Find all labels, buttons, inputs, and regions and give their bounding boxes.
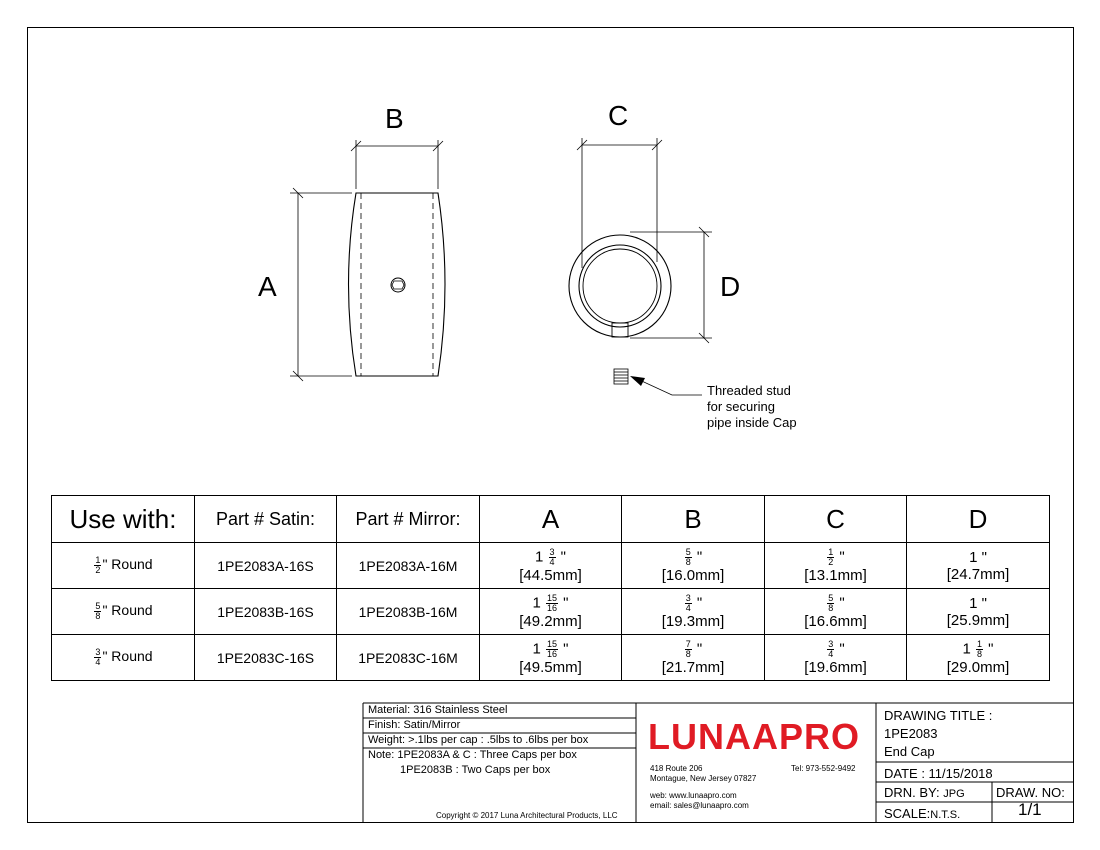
fraction: $\frac{1}{2}$ bbox=[95, 555, 101, 575]
address-line-2: Montague, New Jersey 07827 bbox=[650, 774, 757, 783]
finish-text: Finish: Satin/Mirror bbox=[368, 719, 461, 731]
part-mirror-cell: 1PE2083C-16M bbox=[337, 635, 480, 681]
drawn-by-field: DRN. BY: JPG bbox=[884, 785, 965, 800]
material-text: Material: 316 Stainless Steel bbox=[368, 704, 508, 716]
email-text: email: sales@lunaapro.com bbox=[650, 801, 749, 810]
lunaapro-logo: LUNAAPRO bbox=[648, 716, 860, 757]
web-text: web: www.lunaapro.com bbox=[650, 791, 737, 800]
scale-field: SCALE:N.T.S. bbox=[884, 806, 961, 821]
use-with-cell: $\frac{3}{4}$ " Round bbox=[52, 635, 195, 681]
draw-no-value: 1/1 bbox=[1018, 800, 1042, 819]
draw-no-label: DRAW. NO: bbox=[996, 785, 1065, 800]
weight-text: Weight: >.1lbs per cap : .5lbs to .6lbs per box bbox=[368, 734, 589, 746]
dim-b-cell: $\frac{5}{8}$ " [16.0mm] bbox=[622, 543, 765, 589]
dimension-a-label: A bbox=[258, 271, 277, 302]
use-with-cell: $\frac{5}{8}$ " Round bbox=[52, 589, 195, 635]
dim-c-cell: $\frac{3}{4}$ " [19.6mm] bbox=[765, 635, 907, 681]
dim-c-cell: $\frac{5}{8}$ " [16.6mm] bbox=[765, 589, 907, 635]
callout-line-3: pipe inside Cap bbox=[707, 415, 797, 430]
part-satin-cell: 1PE2083A-16S bbox=[195, 543, 337, 589]
dim-d-cell: 1 " [24.7mm] bbox=[907, 543, 1050, 589]
dim-b-cell: $\frac{7}{8}$ " [21.7mm] bbox=[622, 635, 765, 681]
dim-a-cell: 1 $\frac{15}{16}$ " [49.5mm] bbox=[480, 635, 622, 681]
part-mirror-cell: 1PE2083A-16M bbox=[337, 543, 480, 589]
note-line-2: 1PE2083B : Two Caps per box bbox=[400, 764, 551, 776]
fraction: $\frac{5}{8}$ bbox=[95, 601, 101, 621]
part-number-text: 1PE2083 bbox=[884, 726, 938, 741]
dim-a-cell: 1 $\frac{15}{16}$ " [49.2mm] bbox=[480, 589, 622, 635]
header-part-satin: Part # Satin: bbox=[195, 496, 337, 543]
drawing-title-label: DRAWING TITLE : bbox=[884, 708, 993, 723]
dim-b-cell: $\frac{3}{4}$ " [19.3mm] bbox=[622, 589, 765, 635]
header-dim-c: C bbox=[765, 496, 907, 543]
date-text: DATE : 11/15/2018 bbox=[884, 766, 993, 781]
address-line-1: 418 Route 206 bbox=[650, 764, 703, 773]
part-name-text: End Cap bbox=[884, 744, 935, 759]
header-part-mirror: Part # Mirror: bbox=[337, 496, 480, 543]
phone-text: Tel: 973-552-9492 bbox=[791, 764, 856, 773]
callout-line-1: Threaded stud bbox=[707, 383, 791, 398]
dim-d-cell: 1 " [25.9mm] bbox=[907, 589, 1050, 635]
fraction: $\frac{3}{4}$ bbox=[95, 647, 101, 667]
callout-line-2: for securing bbox=[707, 399, 775, 414]
dimension-c-label: C bbox=[608, 100, 629, 131]
dim-a-cell: 1 $\frac{3}{4}$ " [44.5mm] bbox=[480, 543, 622, 589]
dim-d-cell: 1 $\frac{1}{8}$ " [29.0mm] bbox=[907, 635, 1050, 681]
part-mirror-cell: 1PE2083B-16M bbox=[337, 589, 480, 635]
header-dim-d: D bbox=[907, 496, 1050, 543]
note-line-1: Note: 1PE2083A & C : Three Caps per box bbox=[368, 749, 577, 761]
part-satin-cell: 1PE2083C-16S bbox=[195, 635, 337, 681]
dim-c-cell: $\frac{1}{2}$ " [13.1mm] bbox=[765, 543, 907, 589]
dimension-d-label: D bbox=[720, 271, 741, 302]
header-dim-a: A bbox=[480, 496, 622, 543]
part-satin-cell: 1PE2083B-16S bbox=[195, 589, 337, 635]
header-use-with: Use with: bbox=[52, 496, 195, 543]
use-with-cell: $\frac{1}{2}$ " Round bbox=[52, 543, 195, 589]
dimension-b-label: B bbox=[385, 103, 404, 134]
copyright-text: Copyright © 2017 Luna Architectural Products, LLC bbox=[436, 811, 618, 820]
header-dim-b: B bbox=[622, 496, 765, 543]
